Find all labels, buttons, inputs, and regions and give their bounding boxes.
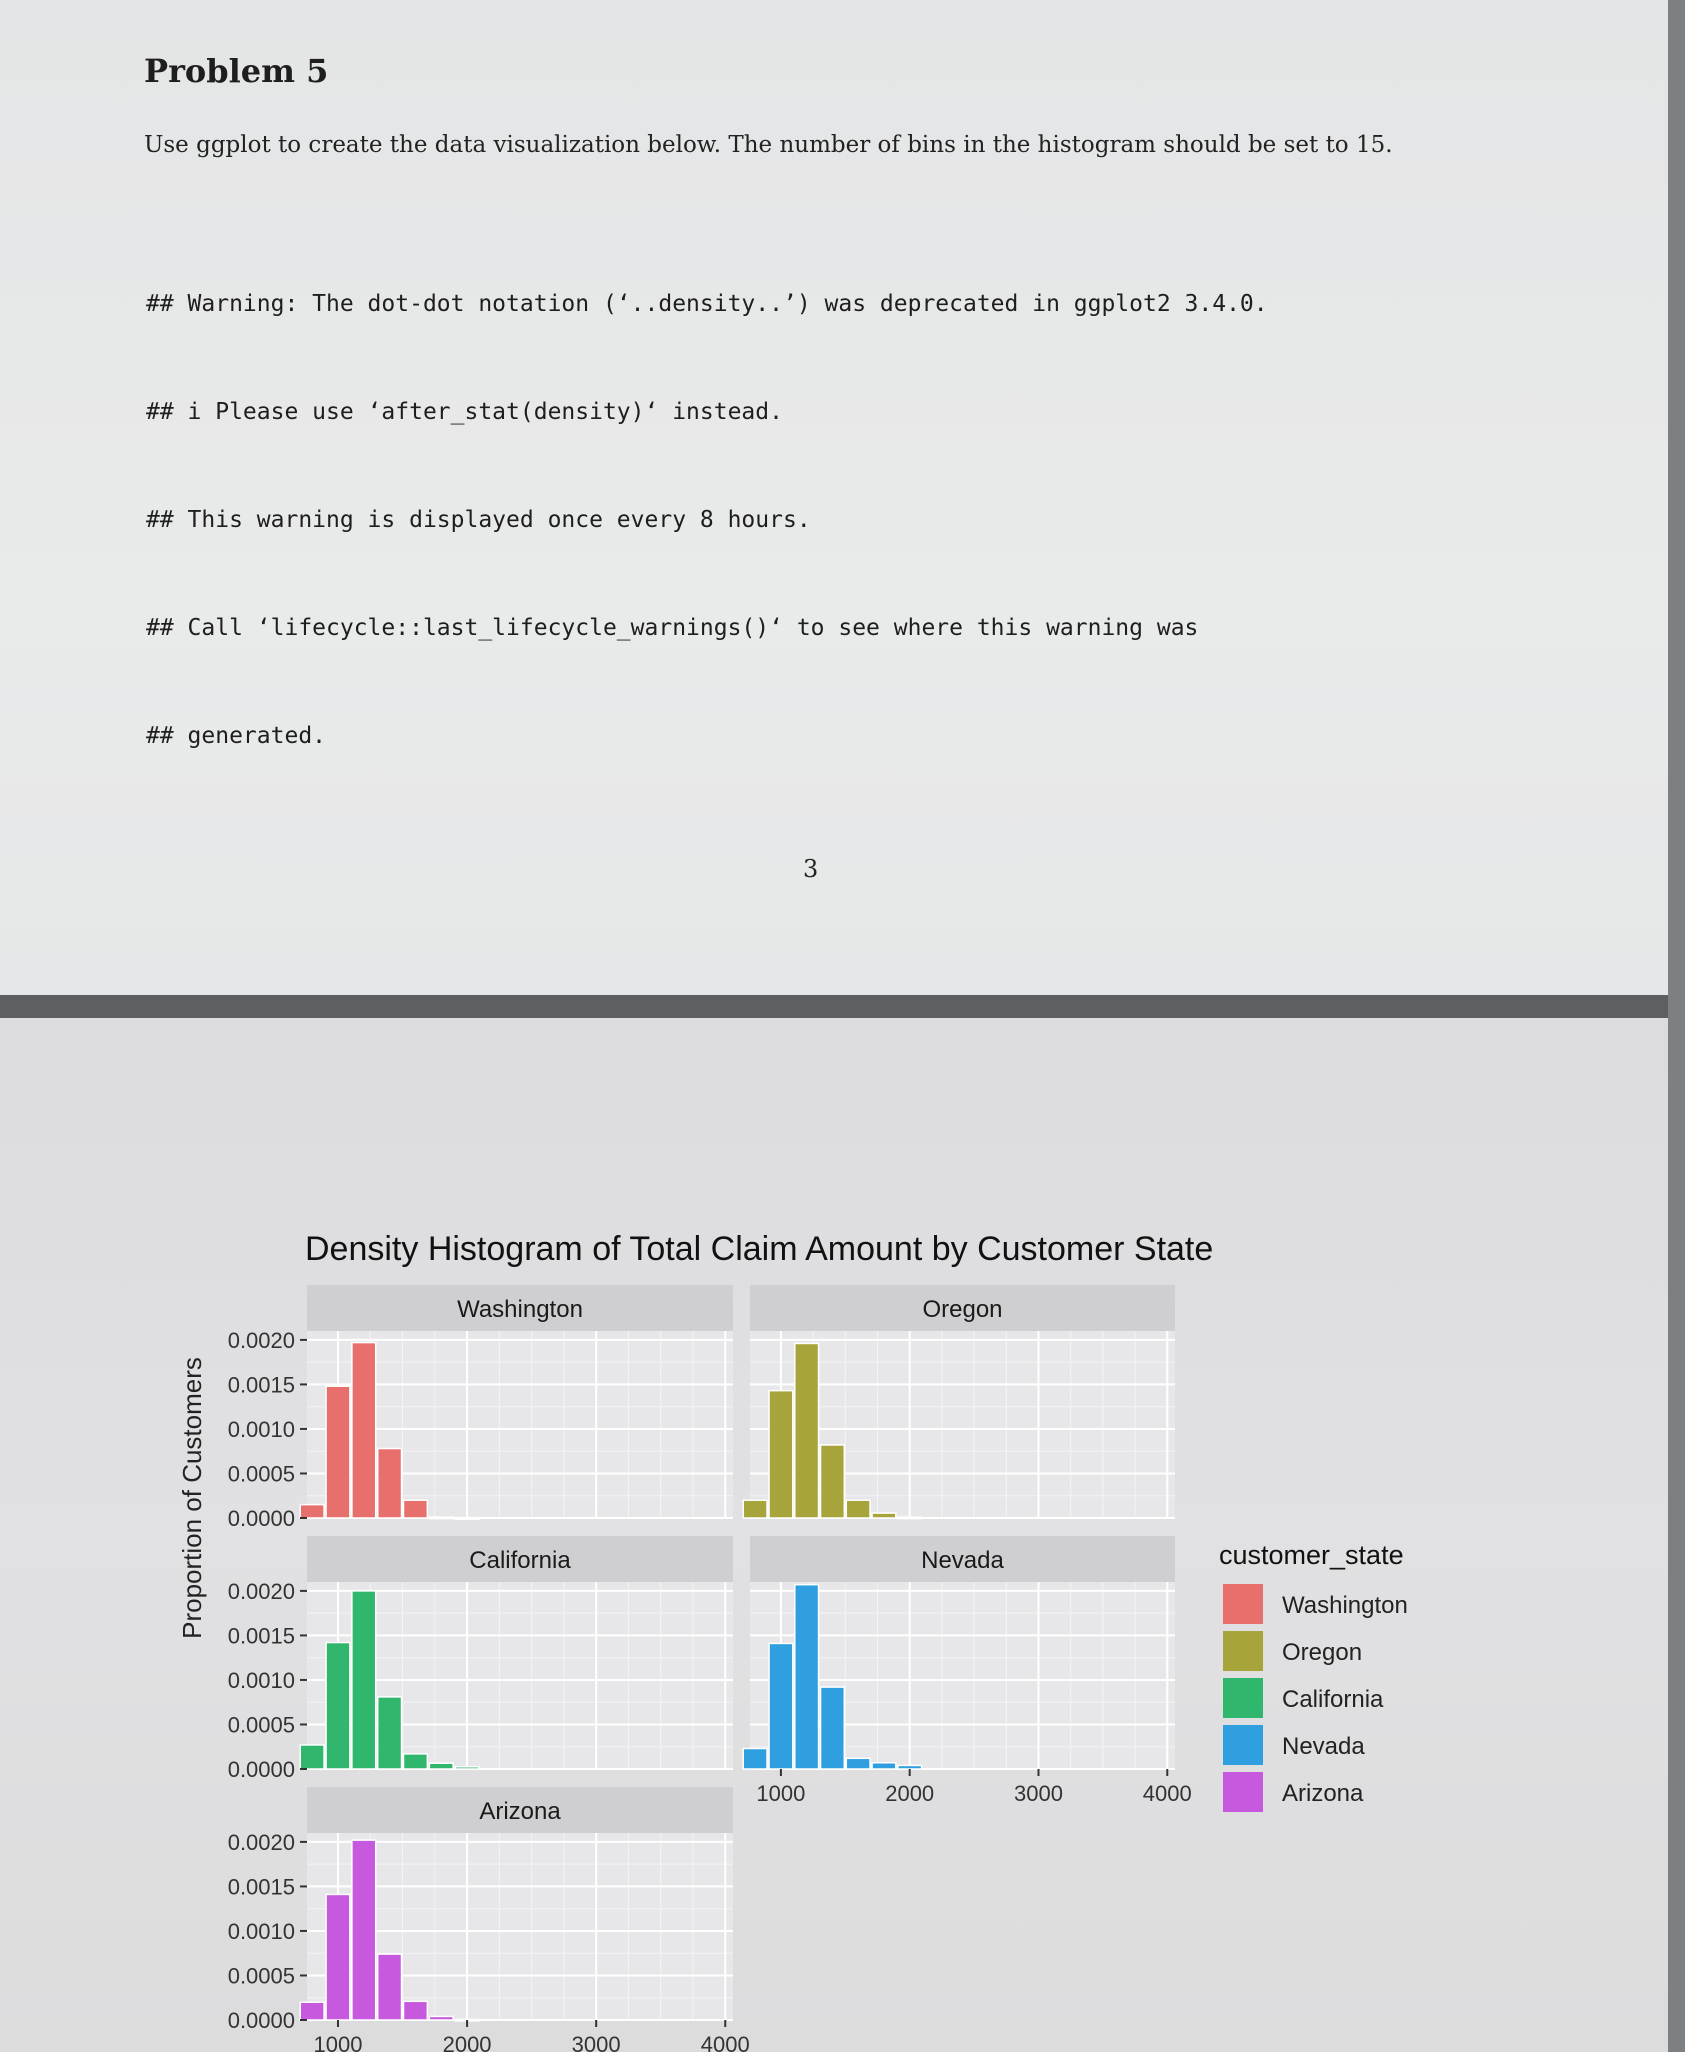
legend-label: Nevada: [1282, 1733, 1365, 1760]
y-tick-label: 0.0000: [227, 1506, 295, 1531]
legend-label: California: [1282, 1686, 1384, 1713]
x-tick-label: 4000: [1142, 1781, 1192, 1806]
histogram-bar: [455, 1518, 479, 1520]
histogram-bar: [846, 1500, 870, 1518]
facet-strip-label: Arizona: [479, 1798, 561, 1825]
legend: [1219, 1540, 1408, 1812]
x-tick-label: 1000: [313, 2032, 363, 2052]
histogram-bar: [404, 1500, 428, 1518]
legend-label: Oregon: [1282, 1639, 1363, 1666]
faceted-density-histogram: [0, 1018, 1668, 2052]
facet-panel-arizona: [228, 1787, 750, 2052]
histogram-bar: [429, 2016, 453, 2020]
facet-strip-label: California: [469, 1547, 571, 1574]
legend-key: [1223, 1772, 1263, 1812]
legend-label: Washington: [1282, 1592, 1408, 1619]
histogram-bar: [429, 1517, 453, 1519]
legend-key: [1223, 1631, 1263, 1671]
x-tick-label: 3000: [1014, 1781, 1063, 1806]
y-tick-label: 0.0020: [227, 1327, 295, 1353]
legend-label: Arizona: [1282, 1780, 1364, 1807]
legend-key: [1223, 1584, 1263, 1624]
histogram-bar: [326, 1894, 350, 2020]
histogram-bar: [846, 1758, 870, 1769]
y-tick-label: 0.0020: [227, 1578, 295, 1604]
warning-line: ## This warning is displayed once every 8 hours.: [146, 507, 811, 533]
y-tick-label: 0.0015: [227, 1623, 295, 1649]
legend-key: [1223, 1678, 1263, 1718]
histogram-bar: [352, 1591, 376, 1769]
histogram-bar: [795, 1585, 819, 1769]
histogram-bar: [743, 1500, 767, 1518]
histogram-bar: [352, 1840, 376, 2020]
y-tick-label: 0.0015: [227, 1874, 295, 1900]
chart-title: Density Histogram of Total Claim Amount by Customer State: [305, 1230, 1214, 1268]
legend-title: customer_state: [1219, 1540, 1404, 1570]
facet-panel-oregon: [743, 1285, 1175, 1519]
y-tick-label: 0.0005: [227, 1963, 295, 1989]
histogram-bar: [378, 1449, 402, 1518]
histogram-bar: [769, 1391, 793, 1518]
problem-instructions: Use ggplot to create the data visualization below. The number of bins in the histogram should be set to 15.: [144, 132, 1393, 158]
y-tick-label: 0.0000: [227, 2008, 295, 2033]
legend-key: [1223, 1725, 1263, 1765]
x-tick-label: 3000: [571, 2032, 621, 2052]
histogram-bar: [300, 2002, 324, 2020]
histogram-bar: [300, 1745, 324, 1769]
histogram-bar: [326, 1386, 350, 1518]
warning-line: ## i Please use ‘after_stat(density)‘ instead.: [146, 399, 783, 425]
x-tick-label: 1000: [756, 1781, 806, 1806]
histogram-bar: [429, 1763, 453, 1769]
y-tick-label: 0.0000: [227, 1757, 295, 1782]
page-divider: [0, 995, 1685, 1018]
facet-panels: [228, 1285, 1192, 2052]
histogram-bar: [769, 1643, 793, 1769]
y-tick-label: 0.0005: [227, 1712, 295, 1738]
histogram-bar: [378, 1954, 402, 2020]
x-tick-label: 2000: [885, 1781, 935, 1806]
y-tick-label: 0.0010: [227, 1667, 295, 1693]
warning-line: ## generated.: [146, 723, 327, 749]
problem-title: Problem 5: [144, 52, 329, 90]
x-tick-label: 4000: [700, 2032, 750, 2052]
histogram-bar: [743, 1749, 767, 1769]
histogram-bar: [455, 1767, 479, 1769]
facet-panel-washington: [228, 1285, 733, 1531]
histogram-bar: [795, 1343, 819, 1518]
histogram-bar: [821, 1445, 845, 1518]
facet-strip-label: Nevada: [921, 1547, 1004, 1574]
y-tick-label: 0.0015: [227, 1372, 295, 1398]
y-axis-title: Proportion of Customers: [177, 1357, 207, 1639]
facet-strip-label: Oregon: [922, 1296, 1003, 1323]
histogram-bar: [872, 1763, 896, 1769]
page-edge: [1668, 0, 1685, 2052]
warning-line: ## Warning: The dot-dot notation (‘..density..’) was deprecated in ggplot2 3.4.0.: [146, 291, 1268, 317]
facet-panel-nevada: [743, 1536, 1191, 1806]
histogram-bar: [352, 1343, 376, 1518]
facet-panel-california: [228, 1536, 733, 1782]
histogram-bar: [872, 1513, 896, 1518]
histogram-bar: [898, 1517, 922, 1519]
histogram-bar: [898, 1765, 922, 1769]
x-tick-label: 2000: [442, 2032, 492, 2052]
y-tick-label: 0.0005: [227, 1461, 295, 1487]
y-tick-label: 0.0010: [227, 1416, 295, 1442]
histogram-bar: [300, 1505, 324, 1518]
histogram-bar: [404, 1754, 428, 1769]
y-tick-label: 0.0020: [227, 1829, 295, 1855]
facet-strip-label: Washington: [457, 1296, 583, 1323]
histogram-bar: [821, 1687, 845, 1769]
page-number: 3: [803, 855, 819, 883]
y-tick-label: 0.0010: [227, 1918, 295, 1944]
warning-line: ## Call ‘lifecycle::last_lifecycle_warnings()‘ to see where this warning was: [146, 615, 1199, 641]
histogram-bar: [378, 1697, 402, 1769]
warning-output: [146, 214, 1268, 790]
histogram-bar: [404, 2001, 428, 2020]
histogram-bar: [326, 1643, 350, 1769]
